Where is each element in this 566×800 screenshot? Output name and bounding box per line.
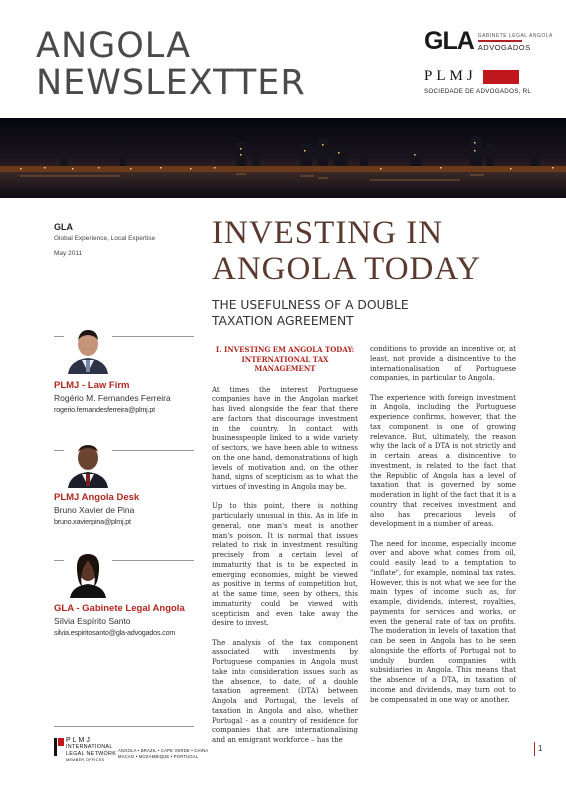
paragraph: The need for income, especially income over and above what comes from oil, could easily lead to a temptation to "inflate", for example, nominal tax rates. However, this is not what we see for the main types of income such as, for example, dividends, interest, royalties, payments for services and works, or even the general rate of tax on profits. The moderation in levels of taxation that can be seen in Angola has to be seen alongside the efforts of Portugal not to unduly burden companies with subsidiaries in Angola. This means that the absence of a DTA, in taxation of income and dividends, may turn out to be compensated in one way or another. bbox=[370, 539, 516, 704]
article-subtitle-line-2: TAXATION AGREEMENT bbox=[212, 314, 354, 328]
contact-photo-silvia bbox=[64, 544, 112, 598]
gla-logo-bar bbox=[478, 40, 522, 42]
plmj-logo-subtitle: SOCIEDADE DE ADVOGADOS, RL bbox=[424, 88, 532, 95]
contact-org: GLA - Gabinete Legal Angola bbox=[54, 603, 185, 614]
sidebar-tagline: Global Experience, Local Expertise bbox=[54, 235, 156, 242]
article-title-line-2: ANGOLA TODAY bbox=[212, 251, 482, 287]
contact-email-link[interactable]: silvia.espiritosanto@gla-advogados.com bbox=[54, 628, 176, 637]
paragraph: Up to this point, there is nothing particularly unusual in this. As in life in general, one man's meat is another man's poison. It is normal that issues related to risk in investment resulting precisely from a certain level of immaturity that is to be expected in emerging economies, might be viewed as positive in terms of competition but, at the same time, seen by others, this immaturity could be viewed with scepticism and even take away the desire to invest. bbox=[212, 502, 358, 628]
network-label bbox=[66, 738, 116, 764]
plmj-logo bbox=[424, 68, 531, 95]
section-heading bbox=[212, 345, 358, 374]
paragraph: At times the interest Portuguese companies have in the Angolan market has lived alongside the fear that there are factors that discourage investment in the country. In contact with businesspeople linked to a wide variety of sectors, we have been able to witness on the one hand, demonstrations of high levels of motivation and, on the other hand, signs of scepticism as to what the virtues of investing in Angola may be. bbox=[212, 385, 358, 491]
article-title-line-1: INVESTING IN bbox=[212, 215, 444, 251]
plmj-logo-red-block bbox=[483, 70, 519, 84]
countries-line-2: MACAO • MOZAMBIQUE • PORTUGAL bbox=[118, 754, 199, 759]
newsletter-masthead bbox=[36, 28, 306, 102]
section-heading-line-1: I. INVESTING EM ANGOLA TODAY: bbox=[215, 345, 355, 354]
contact-photo-bruno bbox=[64, 434, 112, 488]
article-subtitle-line-1: THE USEFULNESS OF A DOUBLE bbox=[212, 298, 409, 312]
gla-logo-mark: GLA bbox=[424, 27, 474, 55]
contact-name: Sílvia Espírito Santo bbox=[54, 616, 131, 626]
article-title bbox=[212, 215, 481, 287]
masthead-line-1: ANGOLA bbox=[36, 26, 192, 66]
paragraph: conditions to provide an incentive or, at least, not provide a disincentive to the internationalisation of Portuguese companies, in particular to Angola. bbox=[370, 345, 516, 383]
sidebar-title: GLA bbox=[54, 222, 73, 232]
contact-card-3 bbox=[54, 603, 204, 639]
luanda-skyline-banner bbox=[0, 118, 566, 198]
contact-card-2 bbox=[54, 492, 204, 528]
masthead-line-2: NEWSLEXTTER bbox=[36, 63, 306, 103]
contact-org: PLMJ - Law Firm bbox=[54, 380, 130, 391]
network-mark: PLMJ bbox=[66, 737, 92, 744]
sidebar-header bbox=[54, 222, 155, 257]
countries-line-1: ANGOLA • BRAZIL • CAPE VERDE • CHINA bbox=[118, 748, 209, 753]
network-line-3: MEMBER OFFICES bbox=[66, 758, 105, 763]
contact-name: Rogério M. Fernandes Ferreira bbox=[54, 393, 171, 403]
network-countries bbox=[118, 748, 208, 760]
article-subtitle bbox=[212, 297, 409, 329]
contact-photo-rogerio bbox=[64, 320, 112, 374]
plmj-logo-mark: PLMJ bbox=[424, 68, 477, 84]
footer-divider bbox=[54, 726, 194, 727]
article-column-2 bbox=[370, 345, 516, 715]
network-logo-icon bbox=[54, 738, 64, 756]
page-number-bar bbox=[534, 742, 535, 756]
contact-name: Bruno Xavier de Pina bbox=[54, 505, 135, 515]
section-heading-line-2: INTERNATIONAL TAX MANAGEMENT bbox=[241, 354, 329, 373]
contact-org: PLMJ Angola Desk bbox=[54, 492, 140, 503]
gla-logo bbox=[424, 27, 553, 55]
network-line-2: LEGAL NETWORK bbox=[66, 750, 117, 757]
contact-email-link[interactable]: bruno.xavierpina@plmj.pt bbox=[54, 517, 131, 526]
page-number: 1 bbox=[538, 744, 543, 753]
contact-email-link[interactable]: rogerio.fernandesferreira@plmj.pt bbox=[54, 405, 155, 414]
paragraph: The experience with foreign investment in Angola, including the Portuguese experience confirms, however, that the tax component is one of growing relevance. But, ultimately, the reason why the lack of a DTA is not strictly and in certain areas a disincentive to investment, is related to the fact that the Republic of Angola has a level of taxation that is governed by some moderation in light of the fact that it is a country that receives investment and also has precarious levels of development in a number of areas. bbox=[370, 393, 516, 529]
gla-logo-advogados: ADVOGADOS bbox=[477, 43, 531, 52]
issue-date: May 2011 bbox=[54, 250, 83, 257]
gla-logo-small-text: GABINETE LEGAL ANGOLA bbox=[477, 33, 553, 39]
article-column-1 bbox=[212, 345, 358, 755]
contact-card-1 bbox=[54, 380, 204, 416]
network-line-1: INTERNATIONAL bbox=[66, 744, 113, 751]
paragraph: The analysis of the tax component associated with investments by Portuguese companies in Angola must take into consideration issues such as the absence, to date, of a double taxation agreement (DTA) between Angola and Portugal, the levels of taxation in Angola and also, whether Portugal - as a country of residence for companies that are internationalising and an emigrant workforce – has the bbox=[212, 638, 358, 744]
